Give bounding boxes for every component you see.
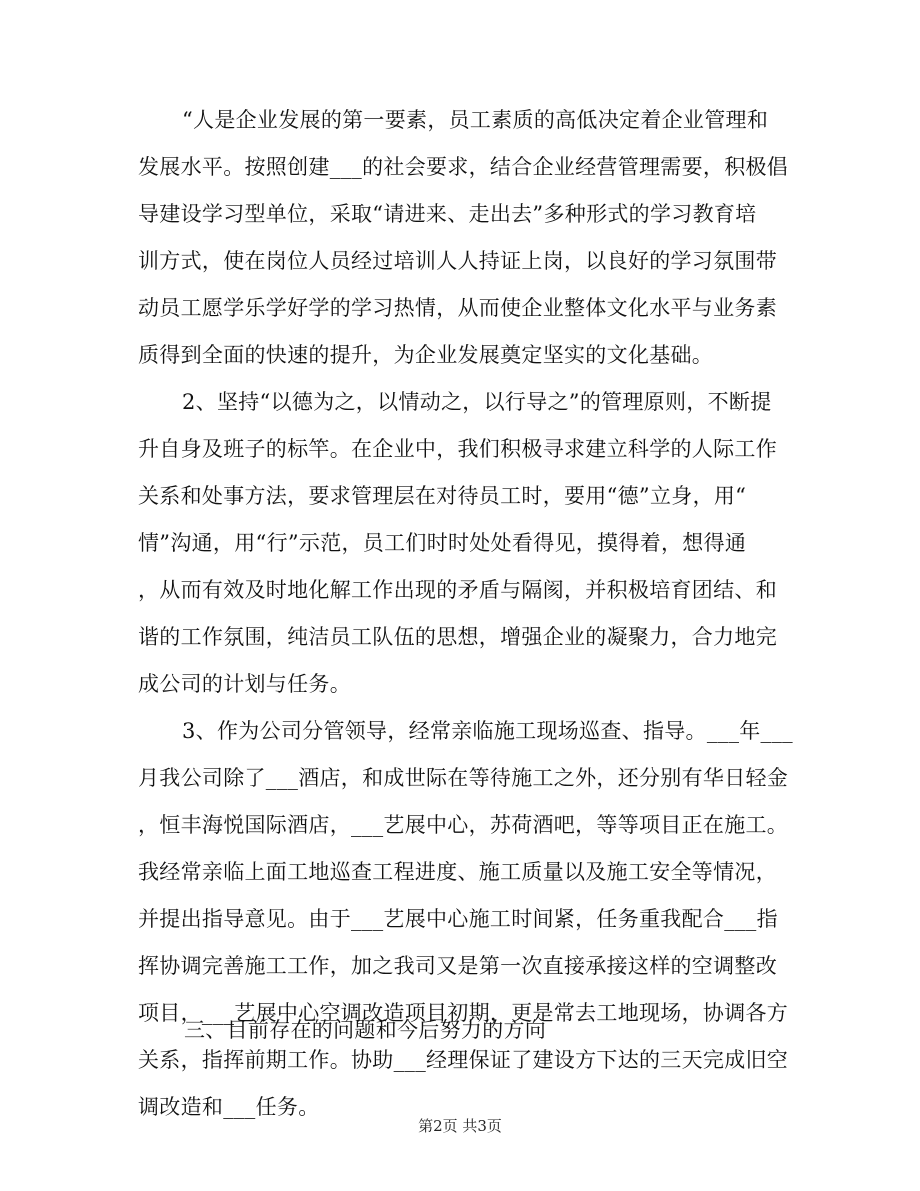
text-line: 3、作为公司分管领导，经常亲临施工现场巡查、指导。___年___ xyxy=(182,719,793,743)
text-line: 月我公司除了___酒店，和成世际在等待施工之外，还分别有华日轻金 xyxy=(138,766,789,790)
text-line: 挥协调完善施工工作，加之我司又是第一次直接承接这样的空调整改 xyxy=(138,954,777,978)
paragraph-3 xyxy=(138,708,798,1131)
text-line: “人是企业发展的第一要素，员工素质的高低决定着企业管理和 xyxy=(182,108,769,132)
text-line: 关系和处事方法，要求管理层在对待员工时，要用“德”立身，用“ xyxy=(138,484,747,508)
text-line: 关系，指挥前期工作。协助___经理保证了建设方下达的三天完成旧空 xyxy=(138,1048,789,1072)
text-line: 并提出指导意见。由于___艺展中心施工时间紧，任务重我配合___指 xyxy=(138,907,778,931)
text-line: 项目，___艺展中心空调改造项目初期，更是常去工地现场，协调各方 xyxy=(138,1001,789,1025)
paragraph-2 xyxy=(138,379,798,708)
text-line: 我经常亲临上面工地巡查工程进度、施工质量以及施工安全等情况， xyxy=(138,860,777,884)
section-heading: 三、目前存在的问题和今后努力的方向 xyxy=(184,1018,547,1042)
text-line: 训方式，使在岗位人员经过培训人人持证上岗，以良好的学习氛围带 xyxy=(138,249,777,273)
text-line: 升自身及班子的标竿。在企业中，我们积极寻求建立科学的人际工作 xyxy=(138,437,777,461)
text-line: 发展水平。按照创建___的社会要求，结合企业经营管理需要，积极倡 xyxy=(138,155,789,179)
text-line: ，从而有效及时地化解工作出现的矛盾与隔阂，并积极培育团结、和 xyxy=(138,578,777,602)
body-text xyxy=(138,97,798,1131)
text-line: 导建设学习型单位，采取“请进来、走出去”多种形式的学习教育培 xyxy=(138,202,757,226)
text-line: 调改造和___任务。 xyxy=(138,1095,320,1119)
page-footer: 第2页 共3页 xyxy=(418,1117,502,1135)
text-line: 2、坚持“以德为之，以情动之，以行导之”的管理原则，不断提 xyxy=(182,390,772,414)
text-line: 质得到全面的快速的提升，为企业发展奠定坚实的文化基础。 xyxy=(138,343,714,367)
text-line: 谐的工作氛围，纯洁员工队伍的思想，增强企业的凝聚力，合力地完 xyxy=(138,625,777,649)
text-line: 情”沟通，用“行”示范，员工们时时处处看得见，摸得着，想得通 xyxy=(138,531,747,555)
paragraph-1 xyxy=(138,97,798,379)
text-line: ，恒丰海悦国际酒店，___艺展中心，苏荷酒吧，等等项目正在施工。 xyxy=(138,813,789,837)
text-line: 成公司的计划与任务。 xyxy=(138,672,351,696)
text-line: 动员工愿学乐学好学的学习热情，从而使企业整体文化水平与业务素 xyxy=(138,296,777,320)
